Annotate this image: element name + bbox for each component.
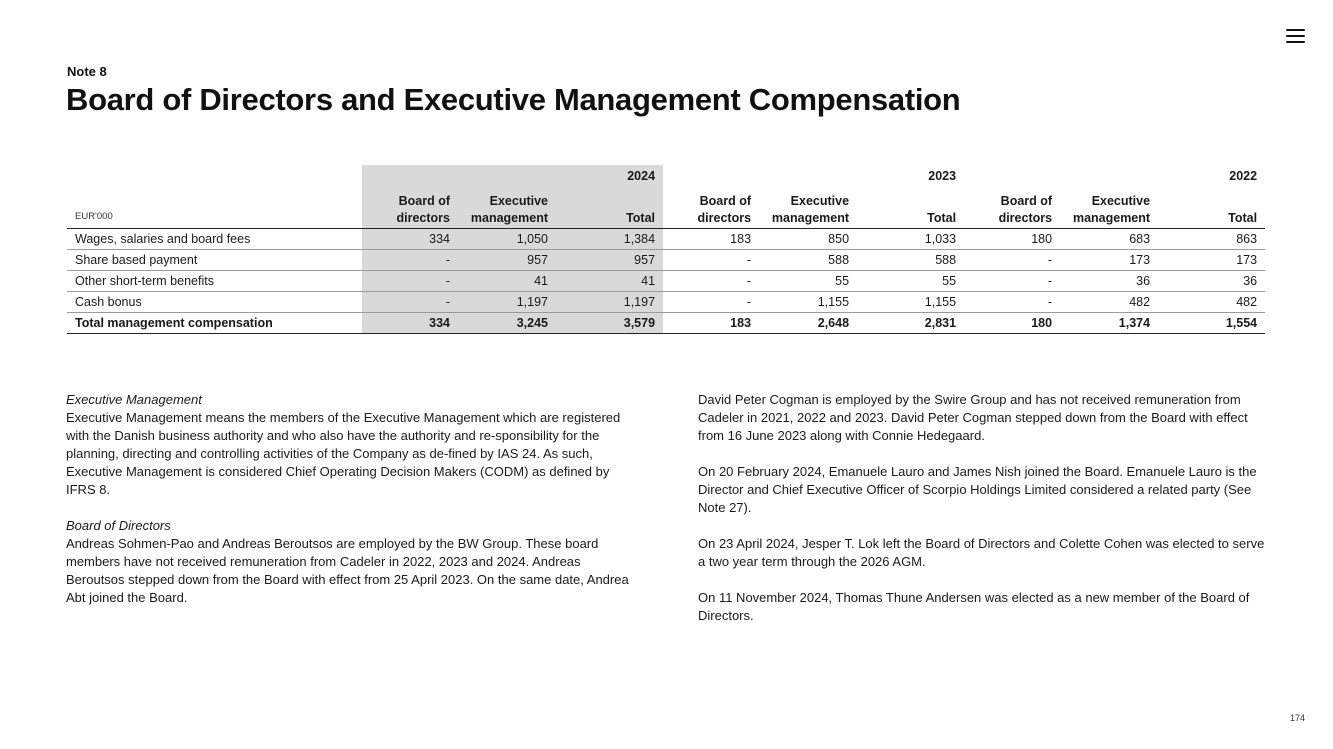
unit-label: EUR'000 [67,187,362,229]
table-cell: 334 [362,313,458,334]
table-cell: 1,374 [1060,313,1158,334]
table-cell: 1,033 [857,229,964,250]
table-cell: 850 [759,229,857,250]
total-row [67,313,1265,334]
hamburger-menu-icon[interactable] [1286,27,1306,45]
table-cell: 173 [1158,250,1265,271]
table-cell: 3,579 [556,313,663,334]
table-row [67,229,1265,250]
row-label: Share based payment [67,250,362,271]
table-cell: 55 [857,271,964,292]
col-header-board-2022: Board of directors [964,187,1060,229]
table-cell: 36 [1060,271,1158,292]
table-row [67,292,1265,313]
row-label: Total management compensation [67,313,362,334]
row-label: Wages, salaries and board fees [67,229,362,250]
table-cell: 957 [458,250,556,271]
paragraph: On 20 February 2024, Emanuele Lauro and James Nish joined the Board. Emanuele Lauro is the Director and Chief Executive Officer of Scorpio Holdings Limited considered a related party (See Note 27). [698,464,1257,515]
year-2022-header: 2022 [1229,169,1258,183]
table-cell: - [964,271,1060,292]
page-title: Board of Directors and Executive Management Compensation [66,82,961,117]
table-cell: 957 [556,250,663,271]
table-cell: 2,648 [759,313,857,334]
col-header-total-2022: Total [1158,187,1265,229]
compensation-table [67,165,1265,334]
table-row [67,250,1265,271]
table-cell: 482 [1158,292,1265,313]
executive-management-heading: Executive Management [66,392,202,407]
year-header-row [67,165,1265,187]
table-cell: - [964,292,1060,313]
table-row [67,271,1265,292]
row-label: Other short-term benefits [67,271,362,292]
table-cell: 173 [1060,250,1158,271]
table-cell: - [362,271,458,292]
table-cell: - [362,292,458,313]
table-cell: - [964,250,1060,271]
board-of-directors-heading: Board of Directors [66,518,171,533]
executive-management-paragraph: Executive Management means the members of the Executive Management which are registered with the Danish business authority and who also have the authority and re-sponsibility for the planning, directing and controlling activities of the Company as de-fined by IAS 24. As such, Executive Management is considered Chief Operating Decision Makers (CODM) as defined by IFRS 8. [66,410,621,497]
table-cell: - [663,250,759,271]
table-cell: 55 [759,271,857,292]
table-cell: 180 [964,229,1060,250]
right-text-column [698,391,1272,643]
table-cell: 2,831 [857,313,964,334]
col-header-exec-2024: Executive management [458,187,556,229]
table-cell: 588 [857,250,964,271]
table-cell: - [663,292,759,313]
table-cell: 183 [663,229,759,250]
table-cell: 1,050 [458,229,556,250]
table-cell: 1,384 [556,229,663,250]
table-cell: 36 [1158,271,1265,292]
table-cell: 1,554 [1158,313,1265,334]
paragraph: On 11 November 2024, Thomas Thune Andersen was elected as a new member of the Board of Directors. [698,590,1250,623]
table-cell: 3,245 [458,313,556,334]
paragraph: On 23 April 2024, Jesper T. Lok left the Board of Directors and Colette Cohen was elected to serve a two year term through the 2026 AGM. [698,536,1265,569]
table-cell: 588 [759,250,857,271]
table-cell: 334 [362,229,458,250]
table-cell: 863 [1158,229,1265,250]
table-cell: 1,197 [458,292,556,313]
col-header-board-2023: Board of directors [663,187,759,229]
note-label: Note 8 [67,64,107,79]
year-2023-header: 2023 [928,169,957,183]
col-header-total-2024: Total [556,187,663,229]
table-cell: - [663,271,759,292]
year-2024-header: 2024 [362,165,663,187]
table-cell: 1,155 [759,292,857,313]
table-cell: 482 [1060,292,1158,313]
table-cell: 180 [964,313,1060,334]
table-cell: - [362,250,458,271]
board-of-directors-paragraph: Andreas Sohmen-Pao and Andreas Beroutsos are employed by the BW Group. These board members have not received remuneration from Cadeler in 2022, 2023 and 2024. Andreas Beroutsos stepped down from the Board with effect from 25 April 2023. On the same date, Andrea Abt joined the Board. [66,536,629,605]
left-text-column [66,391,638,625]
col-header-board-2024: Board of directors [362,187,458,229]
table-cell: 183 [663,313,759,334]
table-cell: 41 [556,271,663,292]
paragraph: David Peter Cogman is employed by the Swire Group and has not received remuneration from Cadeler in 2021, 2022 and 2023. David Peter Cogman stepped down from the Board with effect from 16 June 2023 along with Connie Hedegaard. [698,392,1248,443]
row-label: Cash bonus [67,292,362,313]
col-header-exec-2022: Executive management [1060,187,1158,229]
table-cell: 683 [1060,229,1158,250]
table-cell: 1,155 [857,292,964,313]
col-header-exec-2023: Executive management [759,187,857,229]
column-header-row [67,187,1265,229]
page-number: 174 [1290,713,1306,723]
col-header-total-2023: Total [857,187,964,229]
table-cell: 41 [458,271,556,292]
table-cell: 1,197 [556,292,663,313]
